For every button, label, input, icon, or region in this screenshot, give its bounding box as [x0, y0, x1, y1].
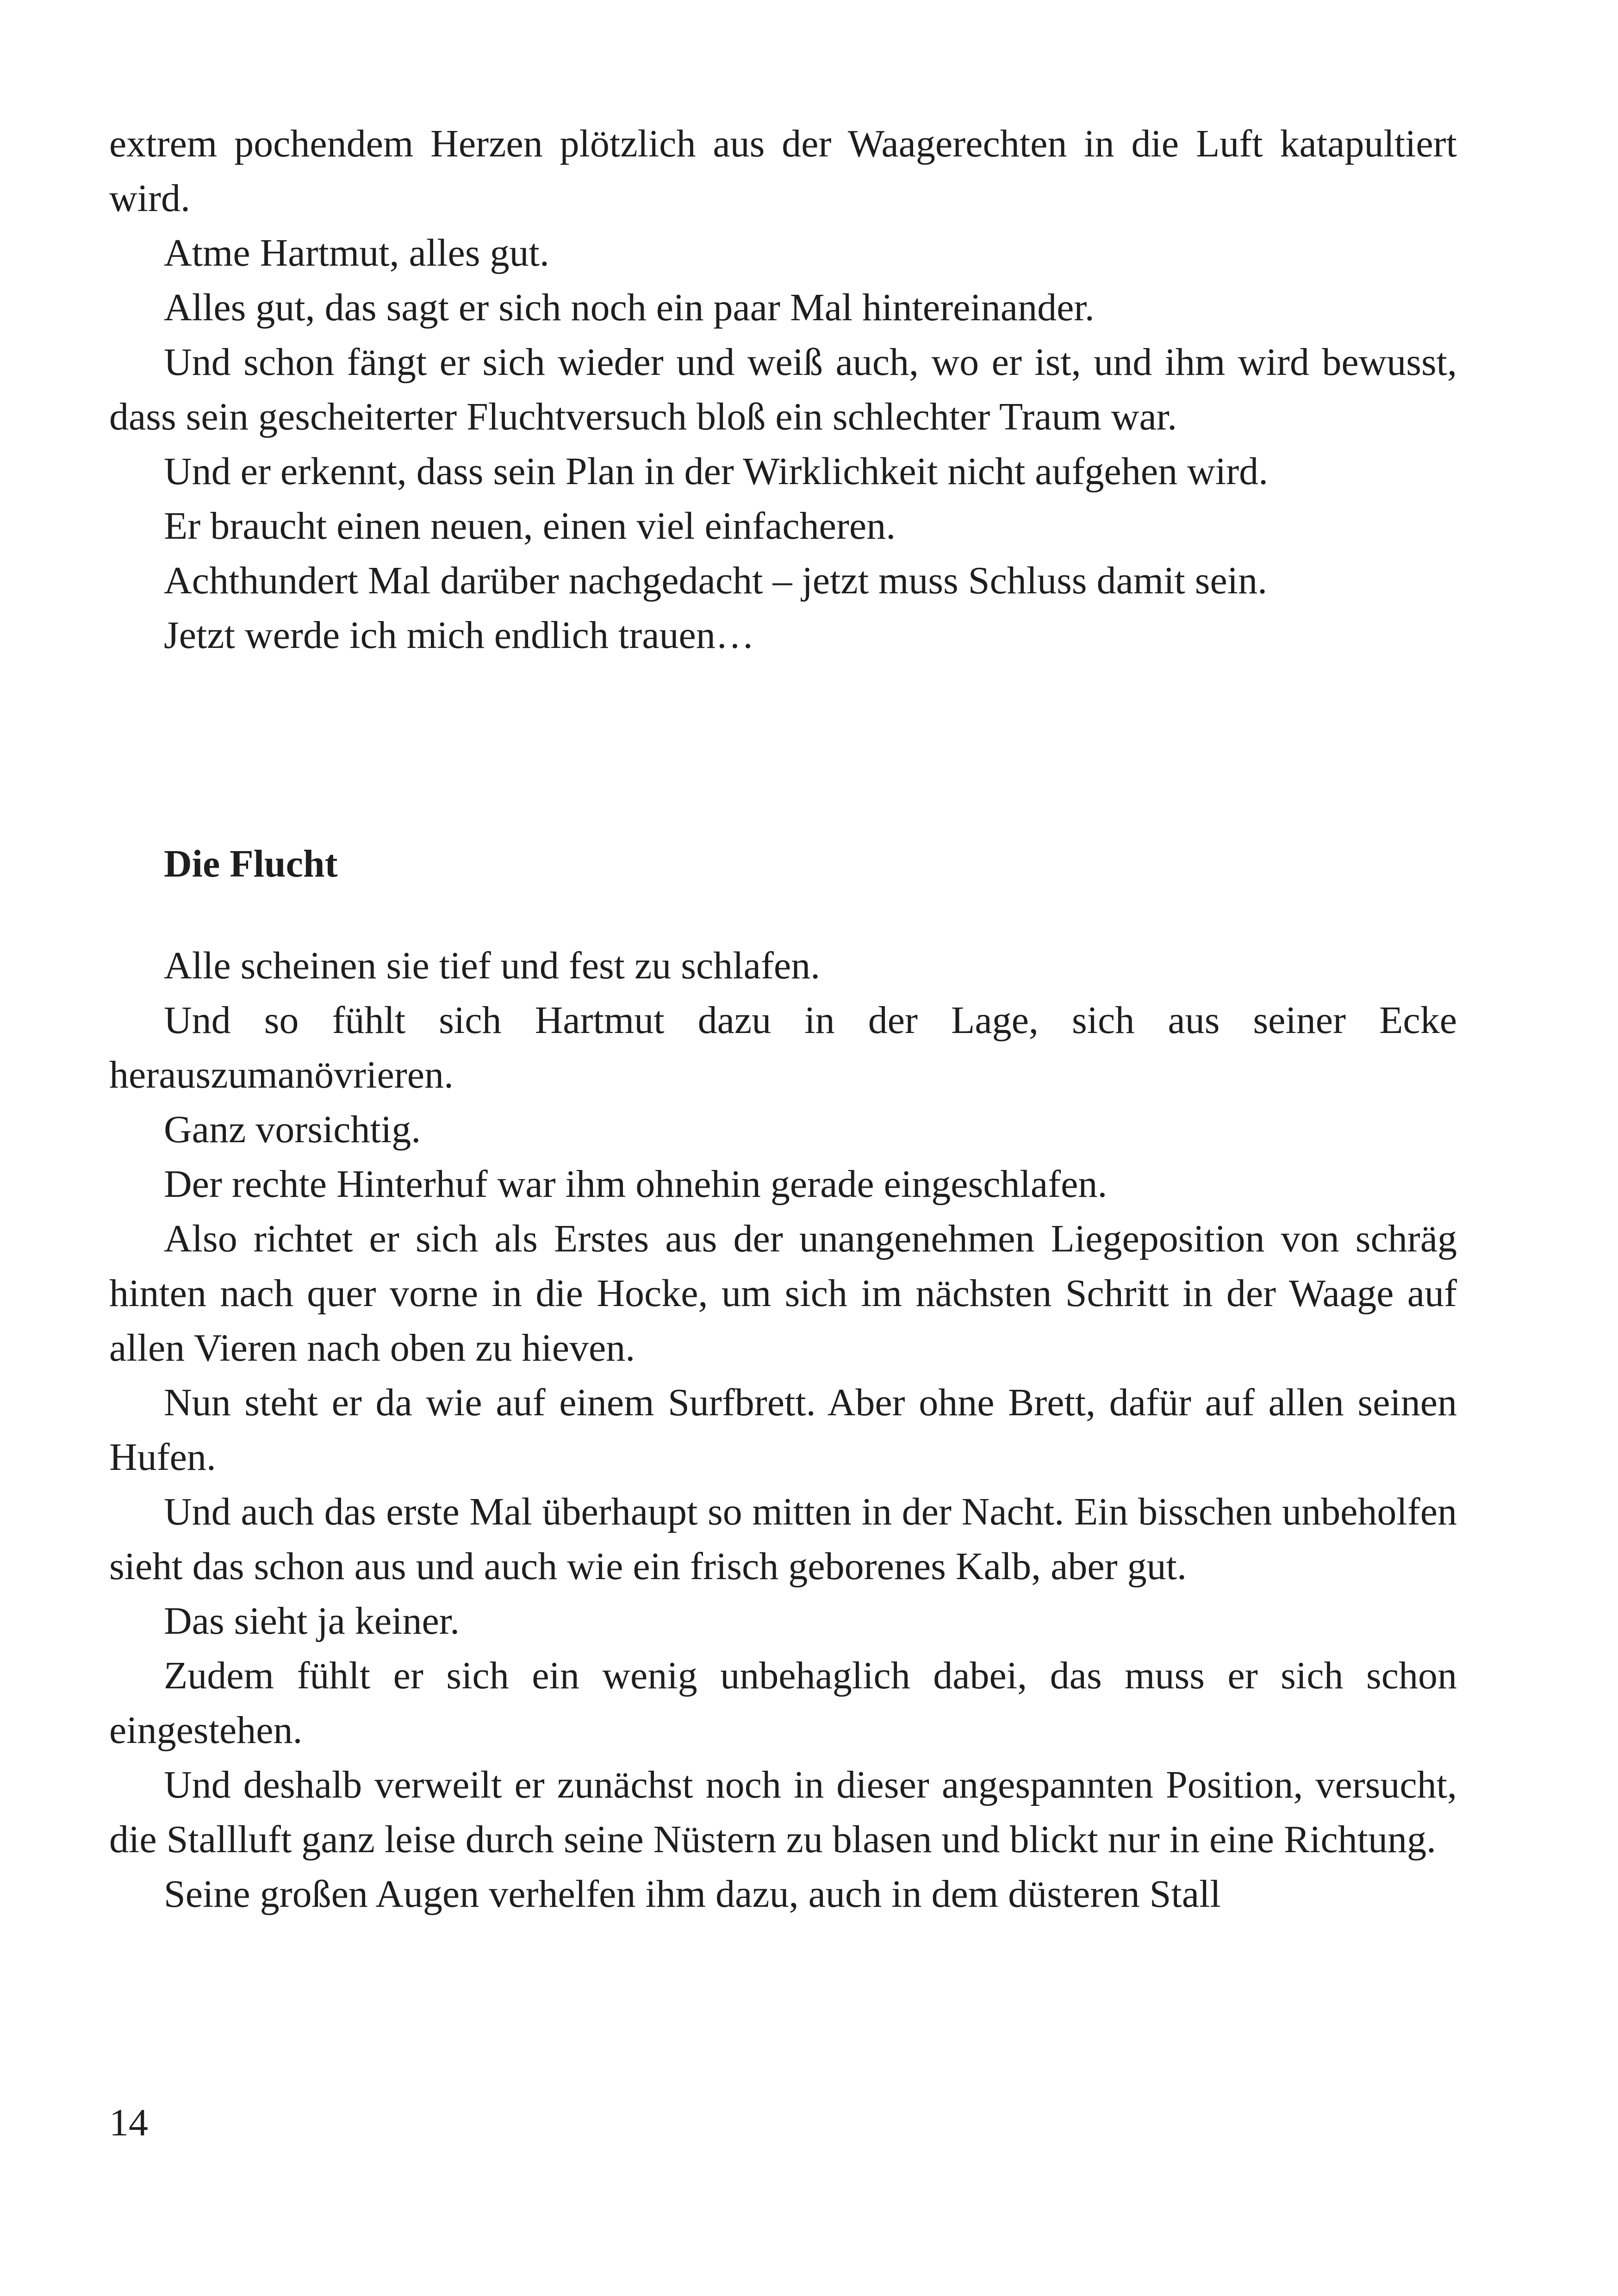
paragraph: Jetzt werde ich mich endlich trauen…: [164, 614, 754, 657]
paragraph: Achthundert Mal darüber nachgedacht – jetzt muss Schluss damit sein.: [164, 559, 1268, 602]
paragraph: Er braucht einen neuen, einen viel einfacheren.: [164, 504, 896, 548]
paragraph: Das sieht ja keiner.: [164, 1599, 460, 1643]
paragraph: Und er erkennt, dass sein Plan in der Wirklichkeit nicht aufgehen wird.: [164, 450, 1269, 493]
paragraph: Atme Hartmut, alles gut.: [164, 231, 549, 274]
paragraph: Und schon fängt er sich wieder und weiß auch, wo er ist, und ihm wird bewusst, dass sein gescheiterter Fluchtversuch bloß ein schlechter Traum war.: [109, 341, 1457, 438]
paragraph: Alle scheinen sie tief und fest zu schlafen.: [164, 944, 821, 987]
paragraph: Und deshalb verweilt er zunächst noch in dieser angespannten Position, versucht, die Stallluft ganz leise durch seine Nüstern zu blasen und blickt nur in eine Richtung.: [109, 1763, 1457, 1861]
paragraph: Der rechte Hinterhuf war ihm ohnehin gerade eingeschlafen.: [164, 1163, 1108, 1206]
paragraph: Zudem fühlt er sich ein wenig unbehaglich dabei, das muss er sich schon eingestehen.: [109, 1654, 1457, 1752]
section-heading: Die Flucht: [164, 842, 338, 885]
paragraph: Nun steht er da wie auf einem Surfbrett. Aber ohne Brett, dafür auf allen seinen Hufen.: [109, 1381, 1457, 1479]
paragraph-continuation: extrem pochendem Herzen plötzlich aus der Waagerechten in die Luft katapultiert wird.: [109, 122, 1457, 220]
page-number: 14: [109, 2101, 148, 2144]
top-text-block: [109, 117, 1457, 663]
paragraph: Und auch das erste Mal überhaupt so mitten in der Nacht. Ein bisschen unbeholfen sieht das schon aus und auch wie ein frisch geborenes Kalb, aber gut.: [109, 1490, 1457, 1588]
paragraph: Also richtet er sich als Erstes aus der unangenehmen Liegeposition von schräg hinten nach quer vorne in die Hocke, um sich im nächsten Schritt in der Waage auf allen Vieren nach oben zu hieven.: [109, 1217, 1457, 1369]
paragraph: Alles gut, das sagt er sich noch ein paar Mal hintereinander.: [164, 286, 1095, 329]
paragraph: Ganz vorsichtig.: [164, 1108, 421, 1151]
paragraph: Und so fühlt sich Hartmut dazu in der Lage, sich aus seiner Ecke herauszumanövrieren.: [109, 999, 1457, 1096]
paragraph-truncated: Seine großen Augen verhelfen ihm dazu, auch in dem düsteren Stall: [164, 1873, 1221, 1916]
main-text-block: [109, 939, 1457, 1922]
